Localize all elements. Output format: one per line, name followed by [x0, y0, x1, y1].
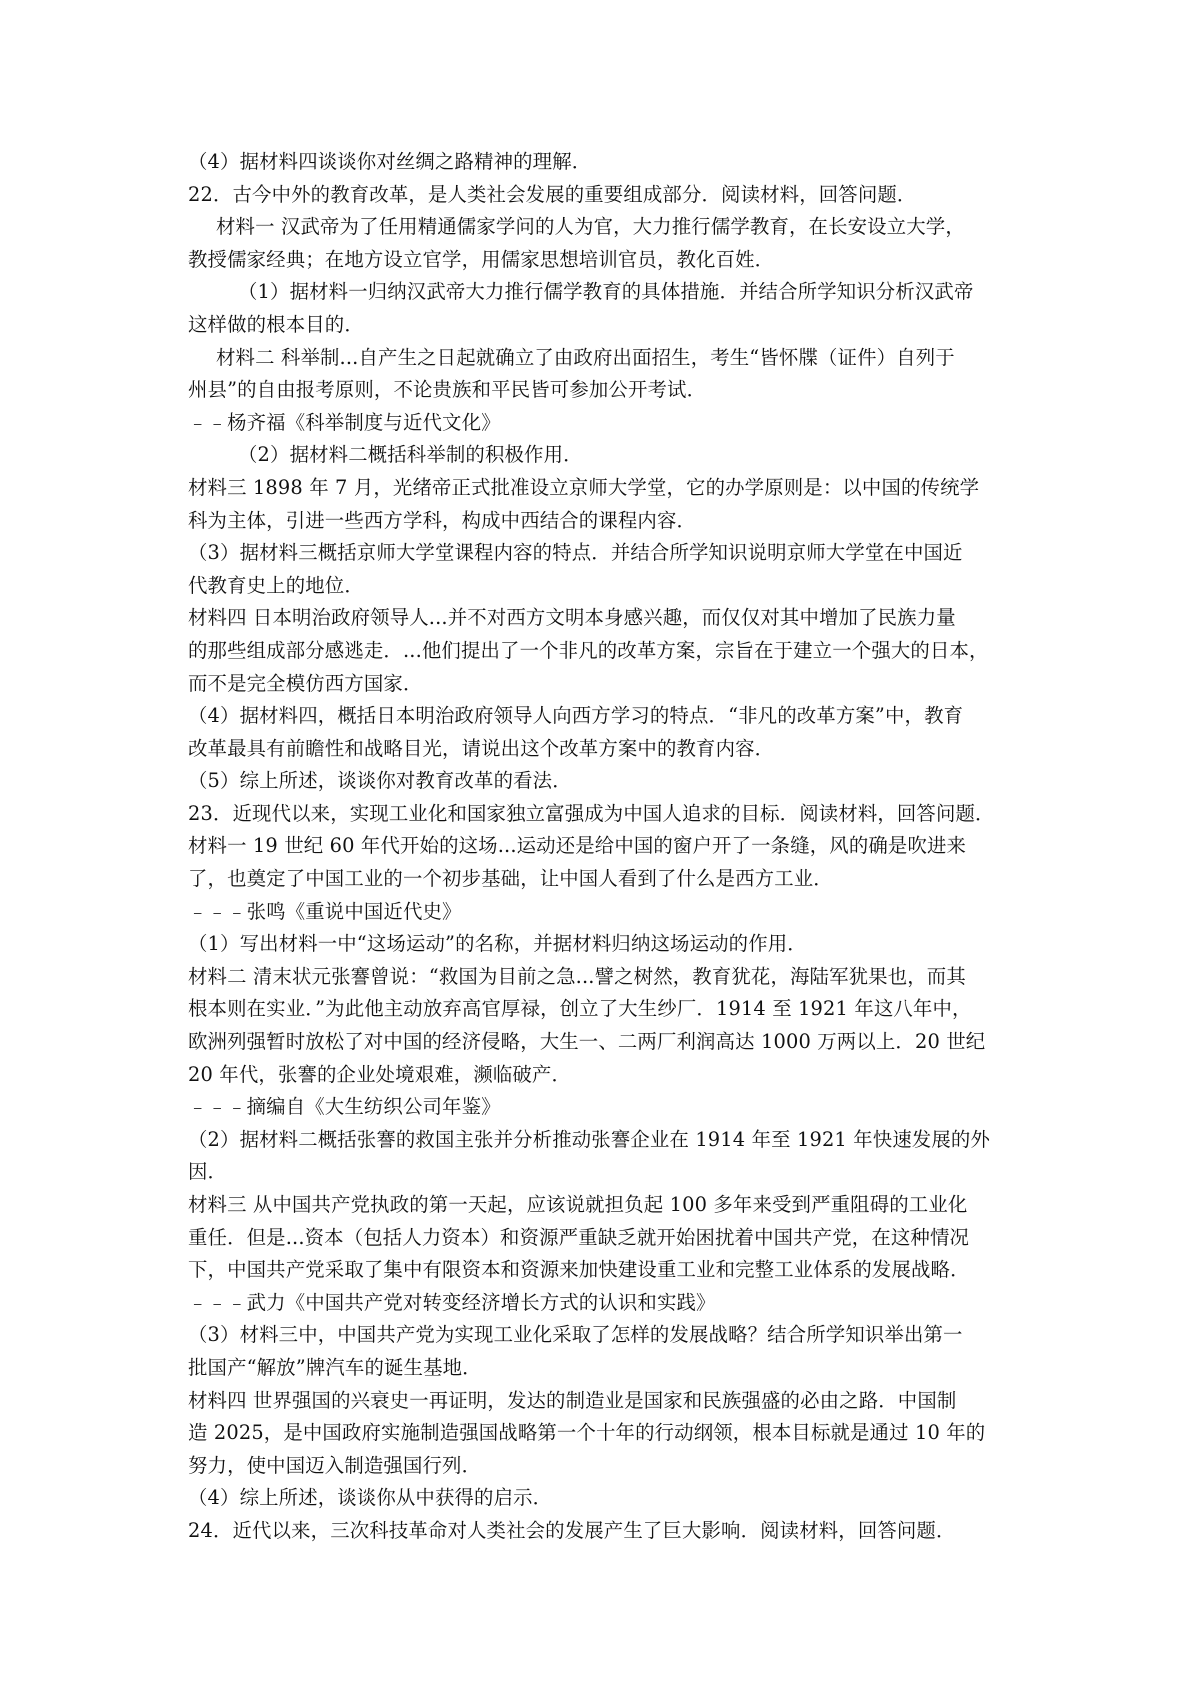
- text-line: （2）据材料二概括张謇的救国主张并分析推动张謇企业在 1914 年至 1921 年快速发展的外: [188, 1127, 991, 1151]
- text-line: （1）据材料一归纳汉武帝大力推行儒学教育的具体措施．并结合所学知识分析汉武帝: [238, 280, 974, 304]
- text-line: 20 年代，张謇的企业处境艰难，濒临破产．: [188, 1062, 572, 1086]
- document-body: [188, 146, 1036, 1548]
- text-line: （4）据材料四，概括日本明治政府领导人向西方学习的特点．“非凡的改革方案”中，教育: [188, 704, 964, 728]
- text-line: 材料一 19 世纪 60 年代开始的这场...运动还是给中国的窗户开了一条缝，风的确是吹进来: [188, 834, 967, 858]
- text-line: （1）写出材料一中“这场运动”的名称，并据材料归纳这场运动的作用．: [188, 932, 807, 956]
- text-line: 努力，使中国迈入制造强国行列．: [188, 1453, 482, 1477]
- text-line: 材料二 清末状元张謇曾说：“救国为目前之急...譬之树然，教育犹花，海陆军犹果也，而其: [188, 964, 966, 988]
- text-line: 根本则在实业．”为此他主动放弃高官厚禄，创立了大生纱厂．1914 至 1921 年这八年中，: [188, 997, 972, 1021]
- text-line: 代教育史上的地位．: [188, 573, 364, 597]
- text-line: 这样做的根本目的．: [188, 312, 364, 336]
- text-line: ﹣﹣杨齐福《科举制度与近代文化》: [188, 410, 501, 434]
- text-line: 材料一 汉武帝为了任用精通儒家学问的人为官，大力推行儒学教育，在长安设立大学，: [216, 215, 965, 239]
- text-line: （3）材料三中，中国共产党为实现工业化采取了怎样的发展战略？结合所学知识举出第一: [188, 1323, 963, 1347]
- text-line: 科为主体，引进一些西方学科，构成中西结合的课程内容．: [188, 508, 697, 532]
- text-line: （4）综上所述，谈谈你从中获得的启示．: [188, 1486, 553, 1510]
- text-line: 材料四 世界强国的兴衰史一再证明，发达的制造业是国家和民族强盛的必由之路．中国制: [188, 1388, 957, 1412]
- text-line: 了，也奠定了中国工业的一个初步基础，让中国人看到了什么是西方工业．: [188, 867, 833, 891]
- text-line: ﹣﹣﹣武力《中国共产党对转变经济增长方式的认识和实践》: [188, 1290, 716, 1314]
- text-line: （4）据材料四谈谈你对丝绸之路精神的理解．: [188, 150, 592, 173]
- text-line: 材料三 从中国共产党执政的第一天起，应该说就担负起 100 多年来受到严重阻碍的工业化: [188, 1193, 968, 1216]
- text-line: ﹣﹣﹣摘编自《大生纺织公司年鉴》: [188, 1095, 501, 1119]
- text-line: （2）据材料二概括科举制的积极作用．: [238, 443, 583, 467]
- text-line: 24．近代以来，三次科技革命对人类社会的发展产生了巨大影响．阅读材料，回答问题．: [188, 1518, 956, 1542]
- text-line: 改革最具有前瞻性和战略目光，请说出这个改革方案中的教育内容．: [188, 736, 775, 760]
- text-line: ﹣﹣﹣张鸣《重说中国近代史》: [188, 899, 462, 923]
- text-line: （5）综上所述，谈谈你对教育改革的看法．: [188, 769, 572, 793]
- text-line: 23．近现代以来，实现工业化和国家独立富强成为中国人追求的目标．阅读材料，回答问题．: [188, 801, 995, 825]
- text-line: 因．: [188, 1160, 228, 1184]
- text-line: 批国产“解放”牌汽车的诞生基地．: [188, 1355, 482, 1379]
- text-line: 州县”的自由报考原则，不论贵族和平民皆可参加公开考试．: [188, 378, 707, 402]
- text-line: 的那些组成部分感逃走．...他们提出了一个非凡的改革方案，宗旨在于建立一个强大的日本，: [188, 638, 989, 662]
- text-line: 材料二 科举制...自产生之日起就确立了由政府出面招生，考生“皆怀牒（证件）自列于: [216, 345, 955, 369]
- text-line: 造 2025，是中国政府实施制造强国战略第一个十年的行动纲领，根本目标就是通过 10 年的: [188, 1421, 986, 1445]
- text-line: 22．古今中外的教育改革，是人类社会发展的重要组成部分．阅读材料，回答问题．: [188, 182, 917, 206]
- text-line: 重任．但是...资本（包括人力资本）和资源严重缺乏就开始困扰着中国共产党，在这种情况: [188, 1225, 970, 1249]
- text-line: 而不是完全模仿西方国家．: [188, 671, 423, 695]
- text-line: 材料三 1898 年 7 月，光绪帝正式批准设立京师大学堂，它的办学原则是：以中国的传统学: [188, 475, 980, 499]
- text-line: 欧洲列强暂时放松了对中国的经济侵略，大生一、二两厂利润高达 1000 万两以上．20 世纪: [188, 1030, 986, 1054]
- text-line: （3）据材料三概括京师大学堂课程内容的特点．并结合所学知识说明京师大学堂在中国近: [188, 541, 963, 565]
- text-line: 材料四 日本明治政府领导人...并不对西方文明本身感兴趣，而仅仅对其中增加了民族力量: [188, 606, 956, 630]
- text-line: 下，中国共产党采取了集中有限资本和资源来加快建设重工业和完整工业体系的发展战略．: [188, 1258, 970, 1282]
- text-line: 教授儒家经典；在地方设立官学，用儒家思想培训官员，教化百姓．: [188, 247, 775, 271]
